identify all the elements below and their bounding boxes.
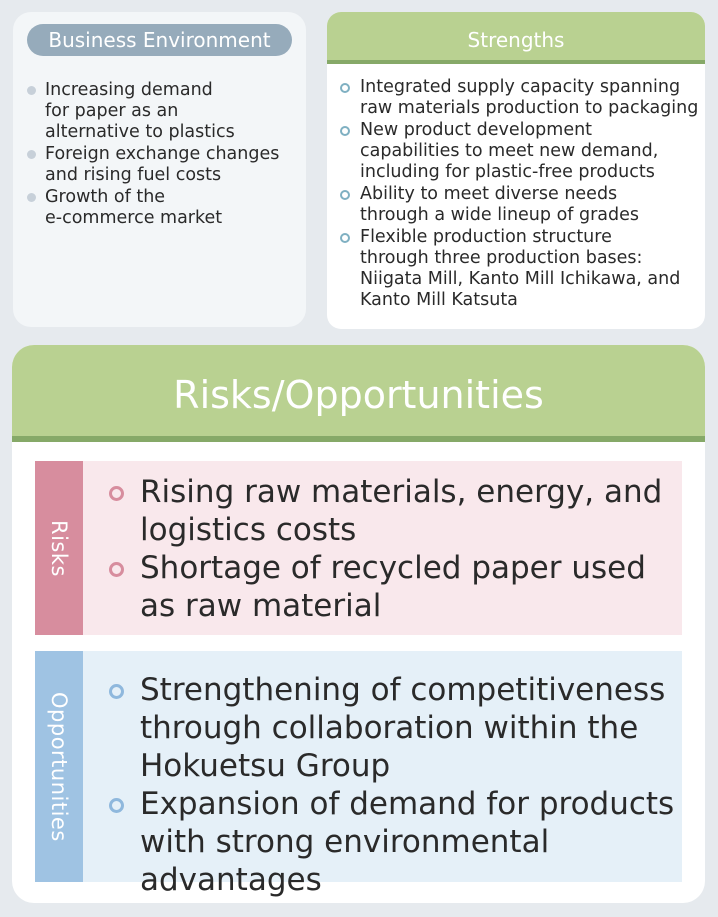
list-item: Growth of the e-commerce market xyxy=(25,187,303,229)
opportunities-list xyxy=(107,671,677,899)
bullet-dot-icon xyxy=(27,193,36,202)
bullet-ring-icon xyxy=(340,126,350,136)
strengths-title: Strengths xyxy=(327,12,705,64)
bullet-ring-icon xyxy=(340,83,350,93)
bullet-dot-icon xyxy=(27,86,36,95)
risks-label: Risks xyxy=(47,519,71,577)
list-item: Shortage of recycled paper used as raw material xyxy=(107,549,677,625)
strengths-list xyxy=(338,77,702,312)
list-item: Rising raw materials, energy, and logistics costs xyxy=(107,473,677,549)
opportunities-label: Opportunities xyxy=(47,691,71,842)
opportunities-section xyxy=(35,651,682,898)
business-environment-list xyxy=(25,80,303,230)
bullet-dot-icon xyxy=(27,150,36,159)
list-item: Strengthening of competitiveness through collaboration within the Hokuetsu Group xyxy=(107,671,677,785)
list-item: Expansion of demand for products with strong environmental advantages xyxy=(107,785,677,899)
bullet-ring-icon xyxy=(340,190,350,200)
business-environment-title: Business Environment xyxy=(27,24,292,56)
bullet-ring-icon xyxy=(109,486,124,501)
bullet-ring-icon xyxy=(109,562,124,577)
list-item: Integrated supply capacity spanning raw materials production to packaging xyxy=(338,77,702,119)
opportunities-tab xyxy=(35,651,83,882)
bullet-ring-icon xyxy=(340,233,350,243)
business-environment-panel xyxy=(13,12,306,327)
list-item: Increasing demand for paper as an alternative to plastics xyxy=(25,80,303,143)
risks-tab xyxy=(35,461,83,635)
bullet-ring-icon xyxy=(109,798,124,813)
risks-opportunities-panel xyxy=(12,345,705,903)
risks-section xyxy=(35,461,682,635)
risks-list xyxy=(107,473,677,625)
list-item: Ability to meet diverse needs through a wide lineup of grades xyxy=(338,184,702,226)
list-item: Flexible production structure through three production bases: Niigata Mill, Kanto Mill Ichikawa, and Kanto Mill Katsuta xyxy=(338,227,702,311)
bullet-ring-icon xyxy=(109,684,124,699)
list-item: Foreign exchange changes and rising fuel costs xyxy=(25,144,303,186)
list-item: New product development capabilities to meet new demand, including for plastic-free products xyxy=(338,120,702,183)
strengths-panel xyxy=(327,12,705,329)
risks-opportunities-title: Risks/Opportunities xyxy=(12,345,705,442)
